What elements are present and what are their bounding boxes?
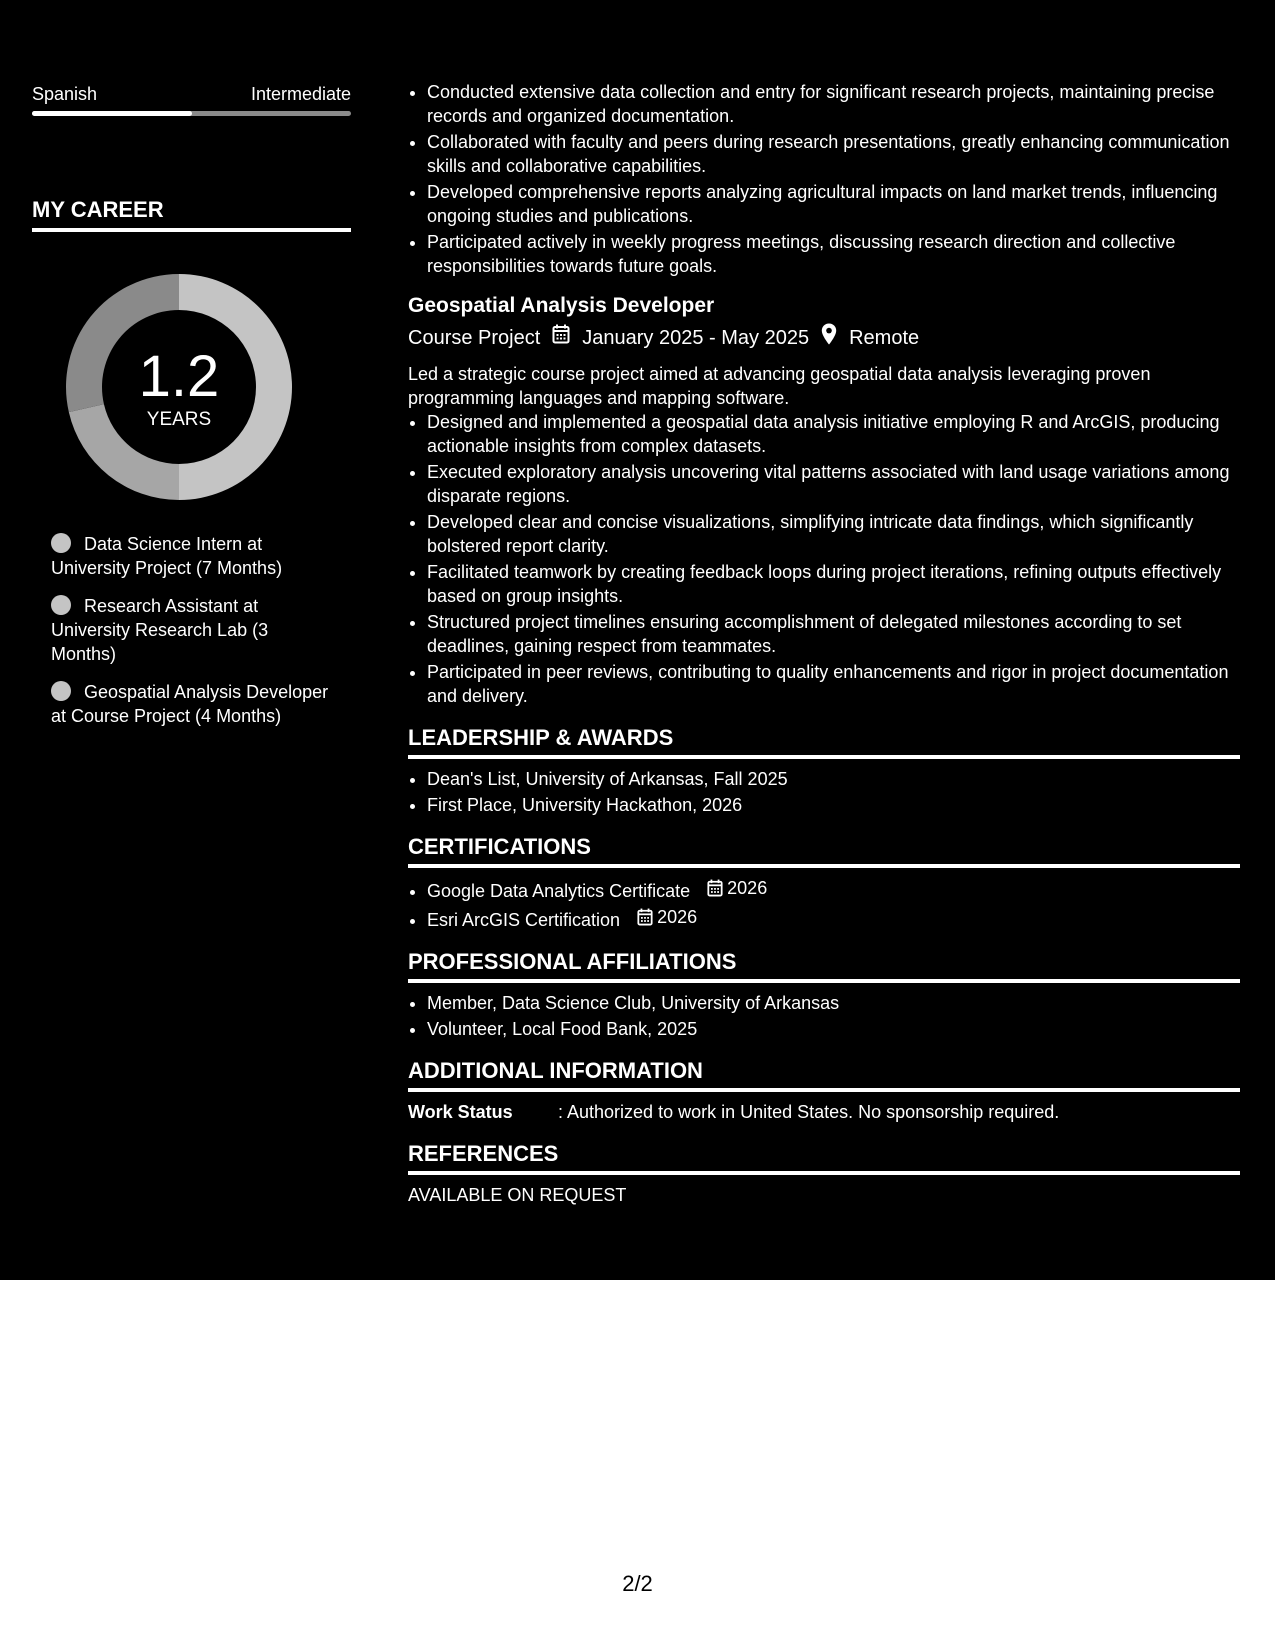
language-name: Spanish [32,84,98,104]
list-item [427,905,1240,932]
job-meta [408,323,1240,353]
list-item: • Developed comprehensive reports analyzing agricultural impacts on land market trends, influencing ongoing studies and publications. [427,180,1240,228]
career-list [51,532,331,742]
cert-name: Esri ArcGIS Certification [427,910,621,930]
cert-year: 2026 [657,907,698,927]
job-title: Geospatial Analysis Developer [408,294,715,317]
calendar-icon [707,879,723,897]
list-item: • Dean's List, University of Arkansas, Fall 2025 [427,767,1240,791]
work-status-value: : Authorized to work in United States. No sponsorship required. [558,1102,1060,1122]
list-item: • Participated actively in weekly progress meetings, discussing research direction and collective responsibilities towards future goals. [427,230,1240,278]
list-item: • Executed exploratory analysis uncovering vital patterns associated with land usage variations among disparate regions. [427,460,1240,508]
career-item: Geospatial Analysis Developer at Course Project (4 Months) [51,682,329,726]
career-total-years: 1.2 [138,344,220,409]
main-content [408,80,1240,1207]
job-dates: January 2025 - May 2025 [582,327,810,349]
leadership-section-title: LEADERSHIP & AWARDS [408,724,1240,759]
list-item [427,876,1240,903]
job-location: Remote [849,327,920,349]
list-item: • Participated in peer reviews, contributing to quality enhancements and rigor in project documentation and delivery. [427,660,1240,708]
job-bullets [408,410,1240,708]
calendar-icon [637,908,653,926]
list-item: • Member, Data Science Club, University of Arkansas [427,991,1240,1015]
list-item: • Structured project timelines ensuring accomplishment of delegated milestones according to set deadlines, gaining respect from teammates. [427,610,1240,658]
job-org: Course Project [408,327,541,349]
page-number: 2/2 [622,1571,653,1596]
affiliations-section-title: PROFESSIONAL AFFILIATIONS [408,948,1240,983]
list-item: • Facilitated teamwork by creating feedback loops during project iterations, refining outputs effectively based on group insights. [427,560,1240,608]
certifications-section-title: CERTIFICATIONS [408,833,1240,868]
career-donut-chart [66,274,292,500]
career-total-unit: YEARS [146,409,212,430]
career-item: Research Assistant at University Research Lab (3 Months) [51,596,269,664]
cert-year: 2026 [727,878,768,898]
language-level: Intermediate [250,84,351,104]
work-status-label: Work Status [408,1102,513,1122]
career-section-title: MY CAREER [32,196,351,232]
previous-job-bullets [408,80,1240,278]
bullet-dot-icon [51,533,71,553]
calendar-icon [552,324,570,352]
list-item: • Conducted extensive data collection and entry for significant research projects, maintaining precise records and organized documentation. [427,80,1240,128]
additional-info-section-title: ADDITIONAL INFORMATION [408,1057,1240,1092]
career-item: Data Science Intern at University Project (7 Months) [51,534,283,578]
work-status-row [408,1100,1240,1124]
language-item [32,82,351,116]
list-item: • Developed clear and concise visualizations, simplifying intricate data findings, which significantly bolstered report clarity. [427,510,1240,558]
list-item: • First Place, University Hackathon, 2026 [427,793,1240,817]
references-text: AVAILABLE ON REQUEST [408,1185,627,1205]
leadership-list [408,767,1240,817]
affiliations-list [408,991,1240,1041]
cert-name: Google Data Analytics Certificate [427,881,691,901]
certifications-list [408,876,1240,932]
references-section-title: REFERENCES [408,1140,1240,1175]
location-pin-icon [821,323,837,353]
list-item: • Volunteer, Local Food Bank, 2025 [427,1017,1240,1041]
list-item: • Designed and implemented a geospatial data analysis initiative employing R and ArcGIS, producing actionable insights from complex datasets. [427,410,1240,458]
list-item: • Collaborated with faculty and peers during research presentations, greatly enhancing communication skills and collaborative capabilities. [427,130,1240,178]
language-proficiency-fill [32,111,192,116]
bullet-dot-icon [51,595,71,615]
job-summary: Led a strategic course project aimed at advancing geospatial data analysis leveraging proven programming languages and mapping software. [408,364,1151,408]
sidebar [32,82,351,726]
language-proficiency-bar [32,111,351,116]
bullet-dot-icon [51,681,71,701]
